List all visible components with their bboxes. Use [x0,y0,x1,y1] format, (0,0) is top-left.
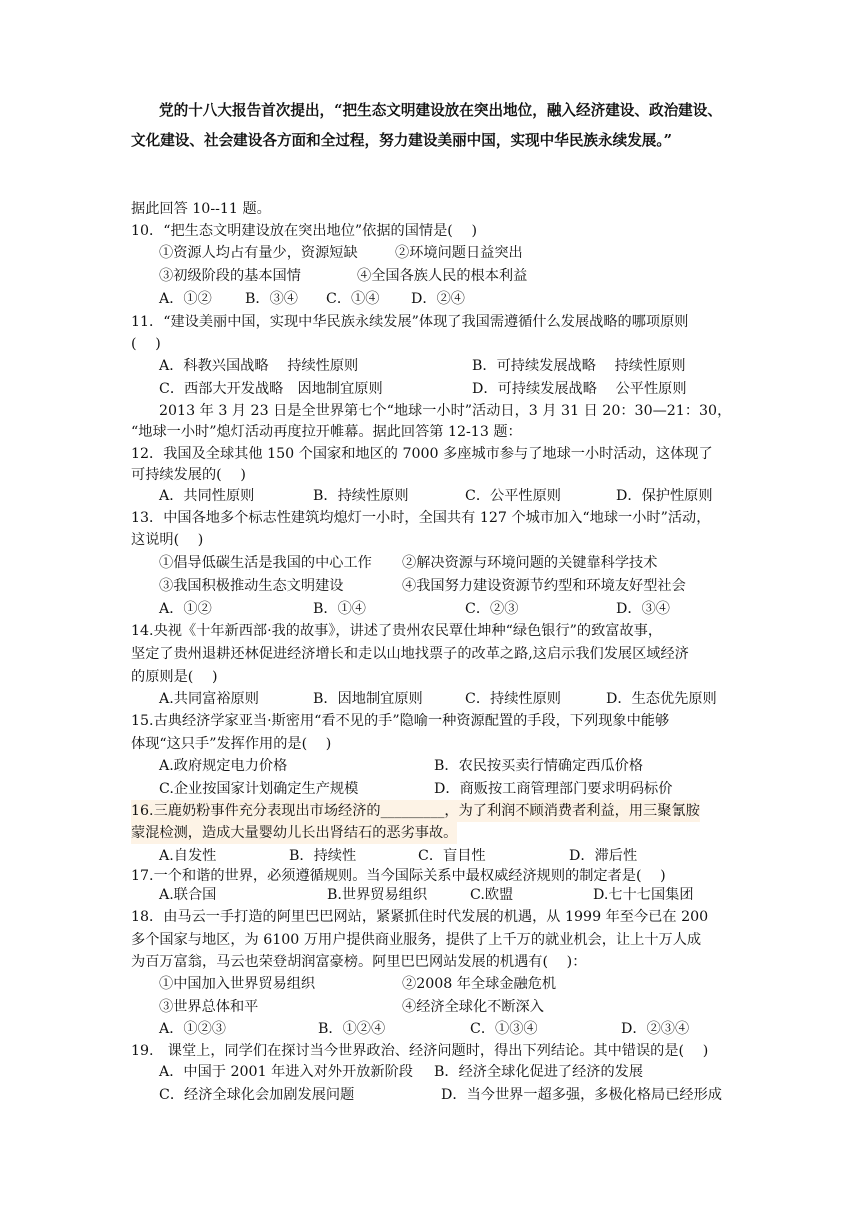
q18-item-1: ①中国加入世界贸易组织 [159,976,316,992]
q14-option-a: A.共同富裕原则 [159,691,259,707]
q11-stem-1: 11．“建设美丽中国，实现中华民族永续发展”体现了我国需遵循什么发展战略的哪项原则 [131,314,689,330]
q10-item-1: ①资源人均占有量少，资源短缺 [159,245,358,261]
q13-stem-1: 13．中国各地多个标志性建筑均熄灯一小时，全国共有 127 个城市加入“地球一小时”活动， [131,510,711,526]
q18-option-c: C．①③④ [470,1021,538,1037]
q14-option-b: B．因地制宜原则 [313,691,423,707]
q13-stem-2: 这说明( ) [131,532,204,548]
q14-stem-2: 坚定了贵州退耕还林促进经济增长和走以山地找票子的改革之路,这启示我们发展区域经济 [131,646,689,662]
q11-option-b: B．可持续发展战略 持续性原则 [472,358,686,374]
q18-option-b: B．①②④ [318,1021,386,1037]
q18-item-4: ④经济全球化不断深入 [402,999,544,1015]
q13-item-1: ①倡导低碳生活是我国的中心工作 [159,555,372,571]
q14-stem-3: 的原则是( ) [131,669,218,685]
q16-option-a: A.自发性 [159,848,217,864]
q17-option-a: A.联合国 [159,887,217,903]
intro-line-2: 文化建设、社会建设各方面和全过程，努力建设美丽中国，实现中华民族永续发展。” [131,132,673,149]
earth-hour-line-2: “地球一小时”熄灯活动再度拉开帷幕。据此回答第 12-13 题： [131,424,522,440]
q16-option-c: C．盲目性 [418,848,486,864]
q11-option-d: D．可持续发展战略 公平性原则 [472,381,687,397]
q12-option-d: D．保护性原则 [616,488,713,504]
q17-option-d: D.七十七国集团 [593,887,694,903]
q18-stem-1: 18．由马云一手打造的阿里巴巴网站，紧紧抓住时代发展的机遇，从 1999 年至今已在 200 [131,909,709,925]
q15-option-b: B．农民按买卖行情确定西瓜价格 [434,758,644,774]
q19-stem: 19. 课堂上，同学们在探讨当今世界政治、经济问题时，得出下列结论。其中错误的是( ) [131,1043,709,1059]
earth-hour-line-1: 2013 年 3 月 23 日是全世界第七个“地球一小时”活动日，3 月 31 日 20：30—21：30， [159,403,732,419]
q12-option-b: B．持续性原则 [313,488,409,504]
q15-option-d: D．商贩按工商管理部门要求明码标价 [434,781,673,797]
q10-stem: 10．“把生态文明建设放在突出地位”依据的国情是( ) [131,223,478,239]
q13-item-2: ②解决资源与环境问题的关键靠科学技术 [402,555,658,571]
q12-stem-1: 12．我国及全球其他 150 个国家和地区的 7000 多座城市参与了地球一小时活动，这体现了 [131,446,713,462]
q13-item-3: ③我国积极推动生态文明建设 [159,578,344,594]
q19-option-c: C．经济全球化会加剧发展问题 [159,1087,355,1103]
q19-option-a: A．中国于 2001 年进入对外开放新阶段 [159,1064,413,1080]
q10-option-c: C．①④ [326,291,380,307]
q11-option-c: C．西部大开发战略 因地制宜原则 [159,381,383,397]
q16-option-d: D．滞后性 [569,848,638,864]
q15-option-a: A.政府规定电力价格 [159,758,288,774]
q18-item-2: ②2008 年全球金融危机 [402,976,557,992]
q10-option-d: D．②④ [411,291,465,307]
q17-stem: 17.一个和谐的世界，必须遵循规则。当今国际关系中最权威经济规则的制定者是( ) [131,868,666,884]
q15-option-c: C.企业按国家计划确定生产规模 [159,781,359,797]
q18-option-d: D．②③④ [621,1021,690,1037]
instruction: 据此回答 10--11 题。 [131,201,271,217]
q19-option-b: B．经济全球化促进了经济的发展 [434,1064,644,1080]
q13-option-d: D．③④ [616,601,670,617]
q15-stem-2: 体现“这只手”发挥作用的是( ) [131,736,332,752]
q14-option-d: D．生态优先原则 [606,691,717,707]
q16-option-b: B．持续性 [289,848,357,864]
q12-option-c: C．公平性原则 [465,488,561,504]
q19-option-d: D．当今世界一超多强，多极化格局已经形成 [441,1087,722,1103]
q15-stem-1: 15.古典经济学家亚当·斯密用“看不见的手”隐喻一种资源配置的手段，下列现象中能够 [131,713,670,729]
q16-stem-2: 蒙混检测，造成大量婴幼儿长出肾结石的恶劣事故。 [131,822,457,844]
q11-stem-2: ( ) [131,336,161,352]
q10-option-a: A．①② [159,291,212,307]
q12-stem-2: 可持续发展的( ) [131,467,246,483]
q14-option-c: C．持续性原则 [465,691,561,707]
q10-option-b: B．③④ [245,291,298,307]
q14-stem-1: 14.央视《十年新西部·我的故事》，讲述了贵州农民覃仕坤种“绿色银行”的致富故事， [131,623,663,639]
intro-line-1: 党的十八大报告首次提出，“把生态文明建设放在突出地位，融入经济建设、政治建设、 [159,102,722,119]
q17-option-b: B.世界贸易组织 [327,887,428,903]
q13-item-4: ④我国努力建设资源节约型和环境友好型社会 [402,578,686,594]
q18-item-3: ③世界总体和平 [159,999,259,1015]
q10-item-4: ④全国各族人民的根本利益 [357,268,528,284]
q16-stem-1: 16.三鹿奶粉事件充分表现出市场经济的_________，为了利润不顾消费者利益，用三聚氰胺 [131,800,700,822]
q18-stem-3: 为百万富翁，马云也荣登胡润富豪榜。阿里巴巴网站发展的机遇有( )： [131,954,587,970]
q18-option-a: A．①②③ [159,1021,226,1037]
q17-option-c: C.欧盟 [470,887,514,903]
q13-option-c: C．②③ [465,601,519,617]
q10-item-2: ②环境问题日益突出 [395,245,523,261]
q12-option-a: A．共同性原则 [159,488,255,504]
q18-stem-2: 多个国家与地区，为 6100 万用户提供商业服务，提供了上千万的就业机会，让上十万人成 [131,932,702,948]
q11-option-a: A．科教兴国战略 持续性原则 [159,358,359,374]
q13-option-a: A．①② [159,601,212,617]
q13-option-b: B．①④ [313,601,366,617]
q10-item-3: ③初级阶段的基本国情 [159,268,301,284]
